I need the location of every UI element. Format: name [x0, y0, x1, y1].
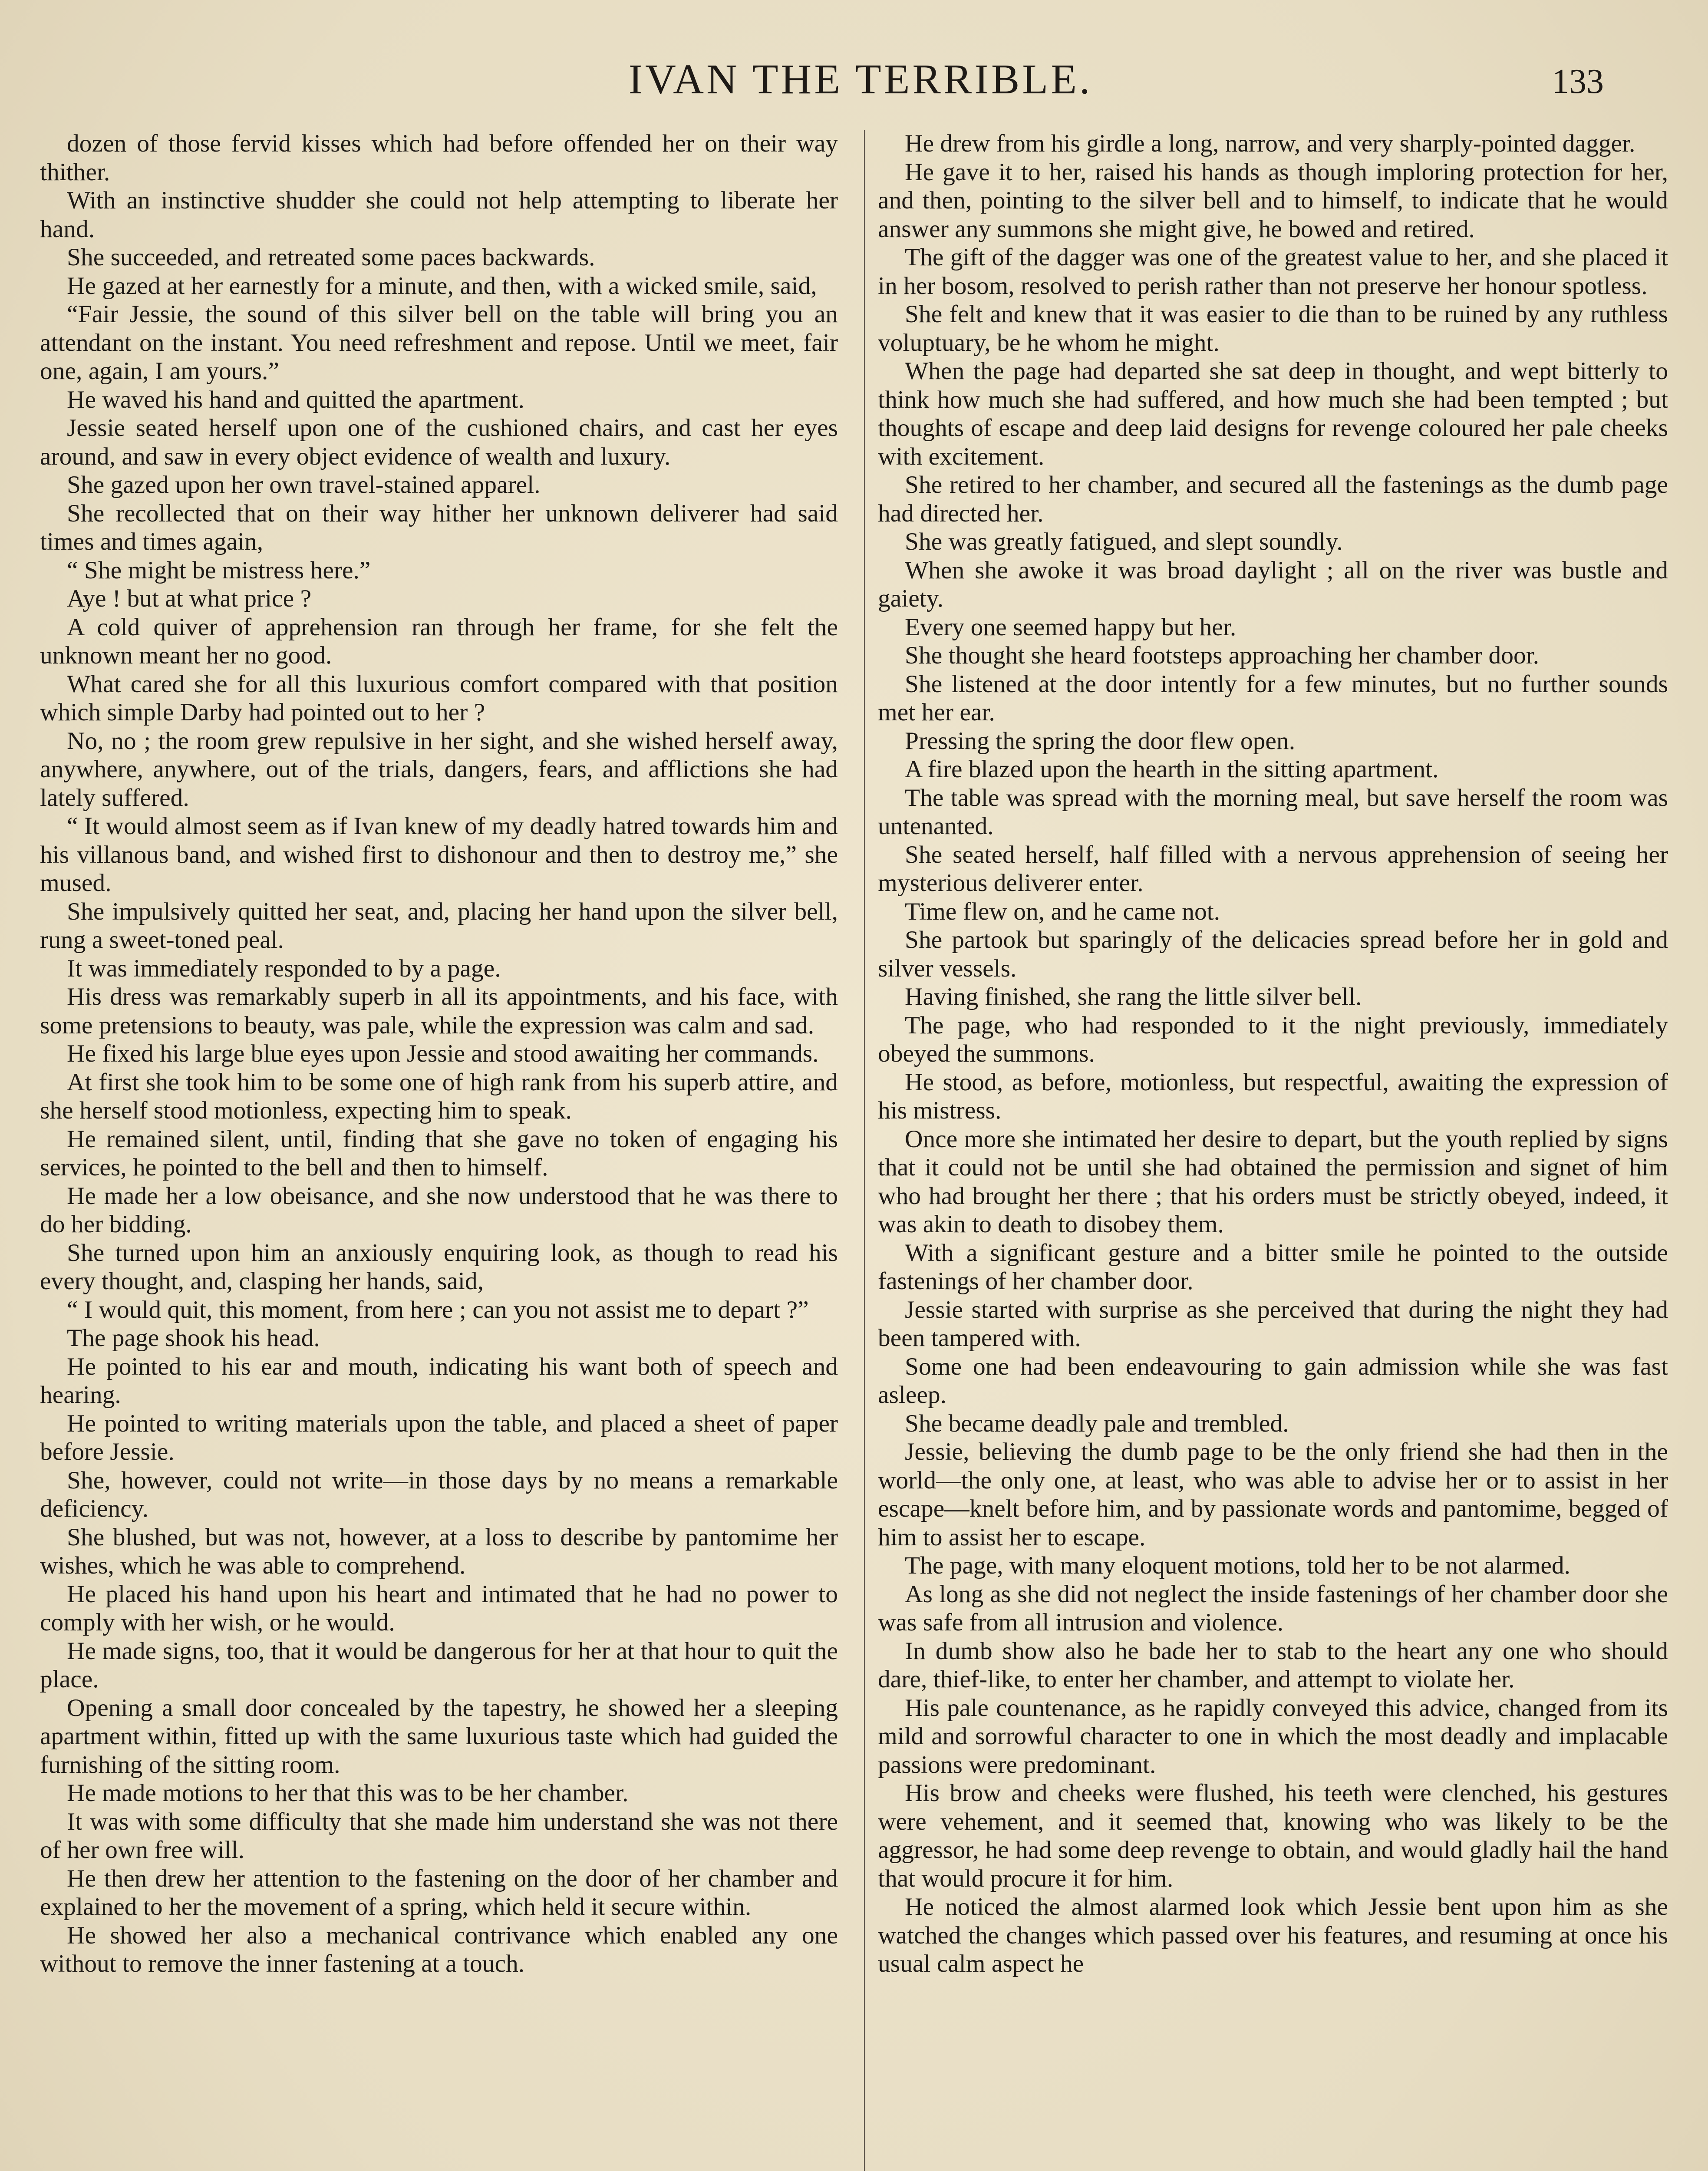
- paragraph: “ I would quit, this moment, from here ; can you not assist me to depart ?”: [67, 1296, 809, 1323]
- paragraph: His pale countenance, as he rapidly conveyed this advice, changed from its mild and sorrowful character to one in which the most deadly and implacable passions were predominant.: [878, 1694, 1668, 1778]
- paragraph: She gazed upon her own travel-stained apparel.: [67, 471, 541, 498]
- paragraph: When the page had departed she sat deep in thought, and wept bitterly to think how much she had suffered, and how much she had been tempted ; but thoughts of escape and deep laid designs for revenge coloured her pale cheeks with excitement.: [878, 357, 1668, 470]
- paragraph: She partook but sparingly of the delicacies spread before her in gold and silver vessels.: [878, 926, 1668, 982]
- paragraph: Pressing the spring the door flew open.: [905, 727, 1296, 755]
- paragraph: He drew from his girdle a long, narrow, and very sharply-pointed dagger.: [905, 130, 1635, 157]
- paragraph: He waved his hand and quitted the apartment.: [67, 386, 524, 413]
- text-column-right: [878, 129, 1668, 2171]
- paragraph: The table was spread with the morning meal, but save herself the room was untenanted.: [878, 784, 1668, 840]
- paragraph: With a significant gesture and a bitter smile he pointed to the outside fastenings of her chamber door.: [878, 1239, 1668, 1295]
- paragraph: He stood, as before, motionless, but respectful, awaiting the expression of his mistress.: [878, 1068, 1668, 1124]
- paragraph: She retired to her chamber, and secured all the fastenings as the dumb page had directed her.: [878, 471, 1668, 527]
- paragraph: It was with some difficulty that she made him understand she was not there of her own free will.: [40, 1808, 838, 1864]
- paragraph: The page, with many eloquent motions, told her to be not alarmed.: [905, 1552, 1570, 1579]
- paragraph: Every one seemed happy but her.: [905, 613, 1236, 641]
- paragraph: She felt and knew that it was easier to die than to be ruined by any ruthless voluptuary, be he whom he might.: [878, 300, 1668, 356]
- column-divider: [864, 130, 865, 2171]
- paragraph: He pointed to writing materials upon the table, and placed a sheet of paper before Jessie.: [40, 1409, 838, 1465]
- paragraph: He then drew her attention to the fastening on the door of her chamber and explained to her the movement of a spring, which held it secure within.: [40, 1864, 838, 1920]
- paragraph: She, however, could not write—in those days by no means a remarkable deficiency.: [40, 1466, 838, 1522]
- paragraph: “ She might be mistress here.”: [67, 556, 371, 584]
- paragraph: With an instinctive shudder she could not help attempting to liberate her hand.: [40, 187, 838, 243]
- paragraph: In dumb show also he bade her to stab to the heart any one who should dare, thief-like, to enter her chamber, and attempt to violate her.: [878, 1637, 1668, 1693]
- paragraph: “Fair Jessie, the sound of this silver bell on the table will bring you an attendant on the instant. You need refreshment and repose. Until we meet, fair one, again, I am yours.”: [40, 300, 838, 385]
- paragraph: Aye ! but at what price ?: [67, 585, 312, 612]
- paragraph: She succeeded, and retreated some paces backwards.: [67, 244, 595, 271]
- paragraph: She impulsively quitted her seat, and, placing her hand upon the silver bell, rung a sweet-toned peal.: [40, 897, 838, 954]
- paragraph: Jessie, believing the dumb page to be the only friend she had then in the world—the only one, at least, who was able to advise her or to assist in her escape—knelt before him, and by passionate words and pantomime, begged of him to assist her to escape.: [878, 1438, 1668, 1551]
- paragraph: She recollected that on their way hither her unknown deliverer had said times and times again,: [40, 499, 838, 555]
- paragraph: She turned upon him an anxiously enquiring look, as though to read his every thought, and, clasping her hands, said,: [40, 1239, 838, 1295]
- paragraph: Time flew on, and he came not.: [905, 897, 1220, 925]
- paragraph: As long as she did not neglect the inside fastenings of her chamber door she was safe from all intrusion and violence.: [878, 1580, 1668, 1636]
- paragraph: Once more she intimated her desire to depart, but the youth replied by signs that it could not be until she had obtained the permission and signet of him who had brought her there ; that his orders must be strictly obeyed, indeed, it was akin to death to disobey them.: [878, 1125, 1668, 1238]
- running-title: IVAN THE TERRIBLE.: [628, 56, 1093, 103]
- paragraph: He pointed to his ear and mouth, indicating his want both of speech and hearing.: [40, 1353, 838, 1409]
- paragraph: The gift of the dagger was one of the greatest value to her, and she placed it in her bosom, resolved to perish rather than not preserve her honour spotless.: [878, 244, 1668, 300]
- paragraph: He showed her also a mechanical contrivance which enabled any one without to remove the inner fastening at a touch.: [40, 1921, 838, 1977]
- paragraph: She became deadly pale and trembled.: [905, 1409, 1289, 1437]
- paragraph: He noticed the almost alarmed look which Jessie bent upon him as she watched the changes which passed over his features, and resuming at once his usual calm aspect he: [878, 1893, 1668, 1977]
- paragraph: His dress was remarkably superb in all its appointments, and his face, with some pretensions to beauty, was pale, while the expression was calm and sad.: [40, 983, 838, 1039]
- page-header: [39, 51, 1682, 108]
- paragraph: The page shook his head.: [67, 1324, 320, 1352]
- paragraph: No, no ; the room grew repulsive in her sight, and she wished herself away, anywhere, anywhere, out of the trials, dangers, fears, and afflictions she had lately suffered.: [40, 727, 838, 812]
- paragraph: Some one had been endeavouring to gain admission while she was fast asleep.: [878, 1353, 1668, 1409]
- paragraph: He placed his hand upon his heart and intimated that he had no power to comply with her wish, or he would.: [40, 1580, 838, 1636]
- paragraph: He gazed at her earnestly for a minute, and then, with a wicked smile, said,: [67, 272, 817, 300]
- paragraph: He fixed his large blue eyes upon Jessie and stood awaiting her commands.: [67, 1040, 819, 1067]
- paragraph: Opening a small door concealed by the tapestry, he showed her a sleeping apartment within, fitted up with the same luxurious taste which had guided the furnishing of the sitting room.: [40, 1694, 838, 1778]
- paragraph: She listened at the door intently for a few minutes, but no further sounds met her ear.: [878, 670, 1668, 726]
- paragraph: He gave it to her, raised his hands as though imploring protection for her, and then, pointing to the silver bell and to himself, to indicate that he would answer any summons she might give, he bowed and retired.: [878, 158, 1668, 243]
- paragraph: Having finished, she rang the little silver bell.: [905, 983, 1362, 1010]
- paragraph: He remained silent, until, finding that she gave no token of engaging his services, he pointed to the bell and then to himself.: [40, 1125, 838, 1181]
- paragraph: A cold quiver of apprehension ran through her frame, for she felt the unknown meant her no good.: [40, 613, 838, 669]
- paragraph: A fire blazed upon the hearth in the sitting apartment.: [905, 756, 1439, 783]
- paragraph: Jessie seated herself upon one of the cushioned chairs, and cast her eyes around, and saw in every object evidence of wealth and luxury.: [40, 414, 838, 470]
- paragraph: She was greatly fatigued, and slept soundly.: [905, 528, 1343, 555]
- paragraph: He made signs, too, that it would be dangerous for her at that hour to quit the place.: [40, 1637, 838, 1693]
- paragraph: Jessie started with surprise as she perceived that during the night they had been tampered with.: [878, 1296, 1668, 1352]
- paragraph: He made motions to her that this was to be her chamber.: [67, 1779, 629, 1807]
- paragraph: She blushed, but was not, however, at a loss to describe by pantomime her wishes, which he was able to comprehend.: [40, 1523, 838, 1579]
- paragraph: At first she took him to be some one of high rank from his superb attire, and she herself stood motionless, expecting him to speak.: [40, 1068, 838, 1124]
- page-number: 133: [1552, 63, 1604, 101]
- paragraph: His brow and cheeks were flushed, his teeth were clenched, his gestures were vehement, and it seemed that, knowing who was likely to be the aggressor, he had some deep revenge to obtain, and would gladly hail the hand that would procure it for him.: [878, 1779, 1668, 1892]
- paragraph: The page, who had responded to it the night previously, immediately obeyed the summons.: [878, 1011, 1668, 1067]
- paragraph: dozen of those fervid kisses which had before offended her on their way thither.: [40, 130, 838, 186]
- paragraph: She thought she heard footsteps approaching her chamber door.: [905, 642, 1540, 669]
- paragraph: When she awoke it was broad daylight ; all on the river was bustle and gaiety.: [878, 556, 1668, 612]
- text-column-left: [40, 129, 838, 2171]
- paragraph: She seated herself, half filled with a nervous apprehension of seeing her mysterious deliverer enter.: [878, 841, 1668, 897]
- paragraph: He made her a low obeisance, and she now understood that he was there to do her bidding.: [40, 1182, 838, 1238]
- paragraph: “ It would almost seem as if Ivan knew of my deadly hatred towards him and his villanous band, and wished first to dishonour and then to destroy me,” she mused.: [40, 812, 838, 897]
- paragraph: What cared she for all this luxurious comfort compared with that position which simple Darby had pointed out to her ?: [40, 670, 838, 726]
- paragraph: It was immediately responded to by a page.: [67, 954, 501, 982]
